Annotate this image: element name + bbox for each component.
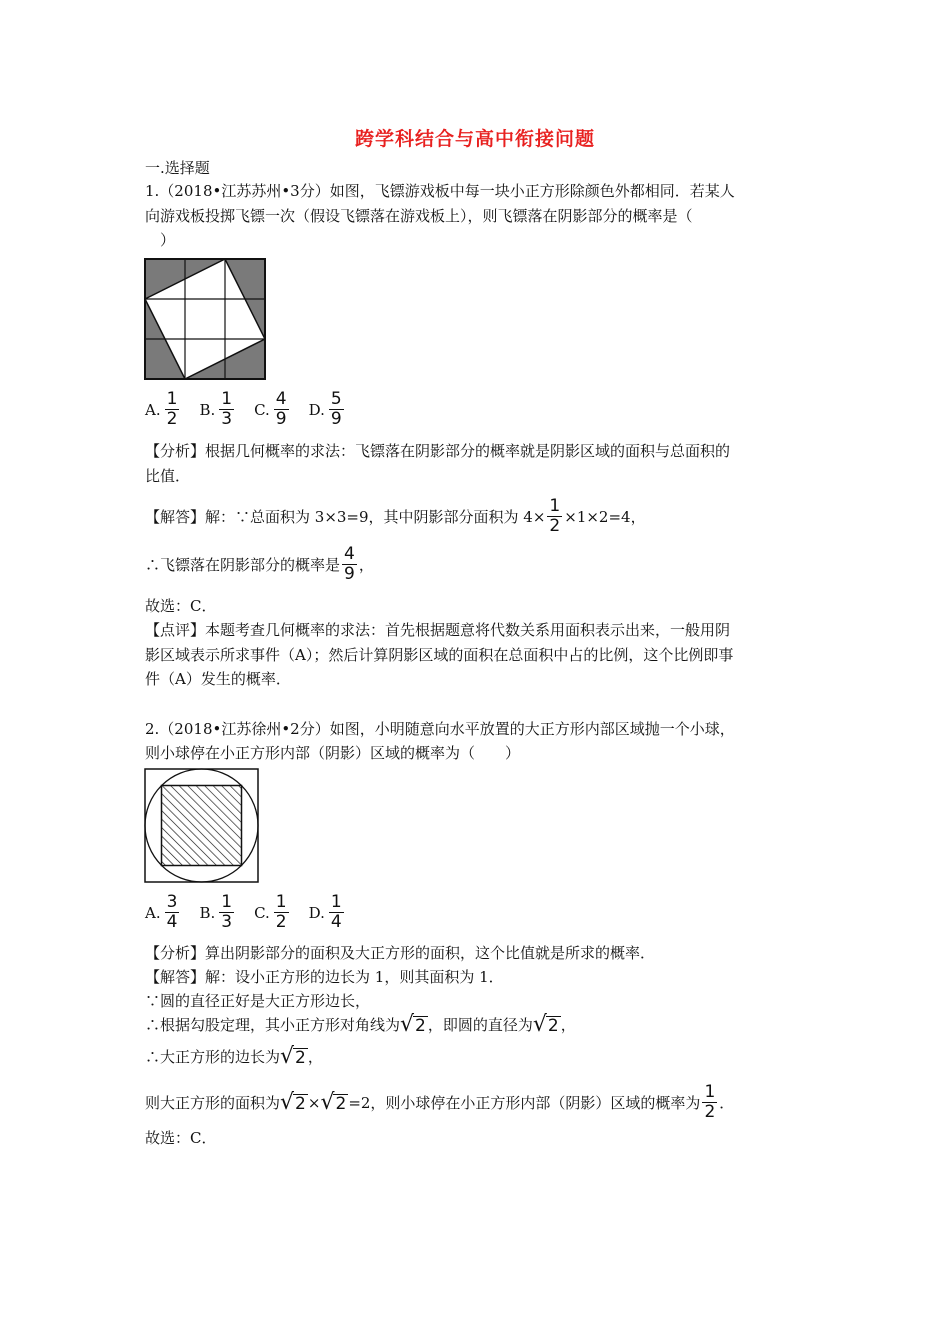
q1-stem-line2: 向游戏板投掷飞镖一次（假设飞镖落在游戏板上），则飞镖落在阴影部分的概率是（ bbox=[145, 207, 693, 225]
q2-answer: 【解答】解：设小正方形的边长为 1，则其面积为 1． bbox=[145, 968, 504, 986]
q1-option-a: A. $\frac{1}{2}$ bbox=[145, 389, 178, 429]
q2-square-circle-figure bbox=[144, 768, 260, 884]
sqrt-2: √ 2 bbox=[280, 1089, 306, 1115]
q1-answer-line: 【解答】解：∵总面积为 3×3=9，其中阴影部分面积为 4× $\frac{1}{2}$ ×1×2=4， bbox=[145, 496, 646, 536]
q1-stem-line3: ） bbox=[145, 231, 176, 249]
q2-because: ∵圆的直径正好是大正方形边长， bbox=[145, 992, 371, 1010]
q1-therefore-line: ∴飞镖落在阴影部分的概率是 $\frac{4}{9}$ ， bbox=[145, 544, 374, 584]
q2-option-a: A. $\frac{3}{4}$ bbox=[145, 892, 178, 932]
q2-therefore1: ∴根据勾股定理，其小正方形对角线为 √ 2 ，即圆的直径为 √ 2 ， bbox=[145, 1012, 576, 1037]
q1-comment-line1: 【点评】本题考查几何概率的求法：首先根据题意将代数关系用面积表示出来，一般用阴 bbox=[145, 621, 731, 639]
q1-option-c: C. $\frac{4}{9}$ bbox=[254, 389, 287, 429]
q2-stem-line1: 2.（2018•江苏徐州•2分）如图，小明随意向水平放置的大正方形内部区域抛一个小球， bbox=[145, 720, 735, 738]
sqrt-2: √ 2 bbox=[320, 1089, 347, 1115]
q1-options bbox=[145, 390, 364, 429]
q2-therefore2: ∴大正方形的边长为 √ 2 ， bbox=[145, 1044, 323, 1069]
q1-dartboard-figure bbox=[144, 258, 268, 380]
q2-options bbox=[145, 893, 364, 932]
q1-analysis-line1: 【分析】根据几何概率的求法：飞镖落在阴影部分的概率就是阴影区域的面积与总面积的 bbox=[145, 442, 731, 460]
sqrt-2: √ 2 bbox=[400, 1012, 426, 1037]
sqrt-2: √ 2 bbox=[532, 1012, 559, 1037]
q1-choice: 故选：C． bbox=[145, 597, 217, 615]
q2-option-c: C. $\frac{1}{2}$ bbox=[254, 892, 287, 932]
q2-option-b: B. $\frac{1}{3}$ bbox=[199, 892, 233, 932]
q2-option-d: D. $\frac{1}{4}$ bbox=[308, 892, 342, 932]
sqrt-2: √ 2 bbox=[280, 1044, 306, 1069]
q2-choice: 故选：C． bbox=[145, 1129, 217, 1147]
q2-final-line: 则大正方形的面积为 √ 2 × √ 2 =2，则小球停在小正方形内部（阴影）区域的概率为 $\frac{1}{2}$ ． bbox=[145, 1082, 735, 1122]
q1-option-b: B. $\frac{1}{3}$ bbox=[199, 389, 233, 429]
section-heading: 一.选择题 bbox=[145, 159, 210, 177]
q1-comment-line2: 影区域表示所求事件（A）；然后计算阴影区域的面积在总面积中占的比例，这个比例即事 bbox=[145, 646, 734, 664]
q2-stem-line2: 则小球停在小正方形内部（阴影）区域的概率为（ ） bbox=[145, 744, 521, 762]
q1-stem-line1: 1.（2018•江苏苏州•3分）如图，飞镖游戏板中每一块小正方形除颜色外都相同．若某人 bbox=[145, 182, 735, 200]
page-title: 跨学科结合与高中衔接问题 bbox=[354, 128, 595, 150]
q2-analysis: 【分析】算出阴影部分的面积及大正方形的面积，这个比值就是所求的概率． bbox=[145, 944, 656, 962]
q1-analysis-line2: 比值． bbox=[145, 467, 191, 485]
q1-option-d: D. $\frac{5}{9}$ bbox=[308, 389, 342, 429]
q1-comment-line3: 件（A）发生的概率． bbox=[145, 670, 291, 688]
